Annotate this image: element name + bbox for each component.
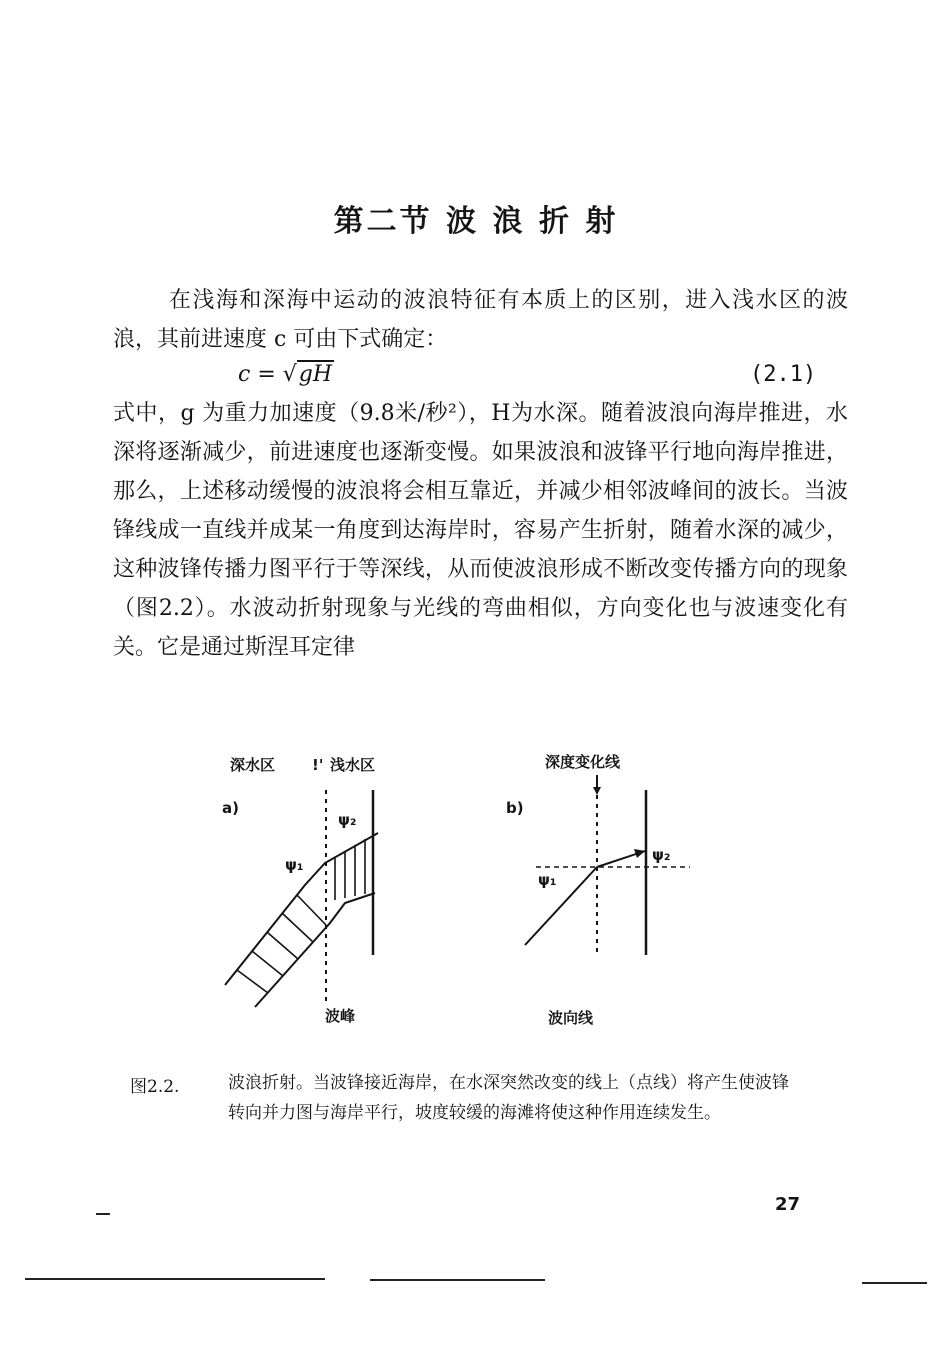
sqrt-symbol: √: [282, 362, 297, 387]
angle-psi1-a: ψ₁: [285, 856, 304, 874]
panel-a-label: a): [222, 799, 239, 817]
marker-tick: !': [312, 756, 324, 774]
equation-radicand: gH: [298, 362, 333, 387]
label-wave-ray: 波向线: [548, 1009, 594, 1027]
equation: [238, 362, 334, 387]
angle-psi1-b: ψ₁: [538, 871, 557, 889]
label-shallow-water: 浅水区: [330, 756, 376, 774]
bottom-rule-2: [370, 1279, 545, 1281]
label-deep-water: 深水区: [230, 756, 276, 774]
ray-arrowhead: [634, 849, 645, 858]
wave-ray-deep: [525, 867, 597, 945]
equation-lhs: c =: [238, 362, 283, 387]
label-depth-change-line: 深度变化线: [545, 753, 621, 771]
paragraph-2: 式中，g 为重力加速度（9.8米/秒²），H为水深。随着波浪向海岸推进，水深将逐渐减少，前进速度也逐渐变慢。如果波浪和波锋平行地向海岸推进，那么，上述移动缓慢的波浪将会相互靠近，并减少相邻波峰间的波长。当波锋线成一直线并成某一角度到达海岸时，容易产生折射，随着水深的减少，这种波锋传播力图平行于等深线，从而使波浪形成不断改变传播方向的现象（图2.2）。水波动折射现象与光线的弯曲相似，方向变化也与波速变化有关。它是通过斯涅耳定律: [113, 401, 848, 660]
angle-psi2-b: ψ₂: [652, 846, 671, 864]
paragraph-1: 在浅海和深海中运动的波浪特征有本质上的区别，进入浅水区的波浪，其前进速度 c 可由下式确定：: [113, 288, 848, 352]
pointer-arrowhead: [593, 787, 601, 795]
left-mark: [96, 1213, 110, 1215]
angle-psi2-a: ψ₂: [338, 811, 357, 829]
panel-b-label: b): [506, 799, 524, 817]
caption-number: 图2.2.: [130, 1077, 180, 1097]
page-number: 27: [775, 1194, 801, 1215]
equation-number: (2.1): [750, 362, 817, 387]
label-wave-crest: 波峰: [325, 1007, 356, 1025]
bottom-rule-3: [862, 1282, 927, 1284]
caption-text: 波浪折射。当波锋接近海岸，在水深突然改变的线上（点线）将产生使波锋转向并力图与海岸平行，坡度较缓的海滩将使这种作用连续发生。: [228, 1073, 789, 1123]
figure-wave-refraction: [200, 745, 720, 1045]
wave-band-lower: [255, 893, 375, 1007]
panel-b: [506, 753, 690, 1027]
panel-a: [222, 756, 378, 1025]
bottom-rule-1: [25, 1278, 325, 1280]
section-title: 第二节 波 浪 折 射: [333, 204, 619, 239]
